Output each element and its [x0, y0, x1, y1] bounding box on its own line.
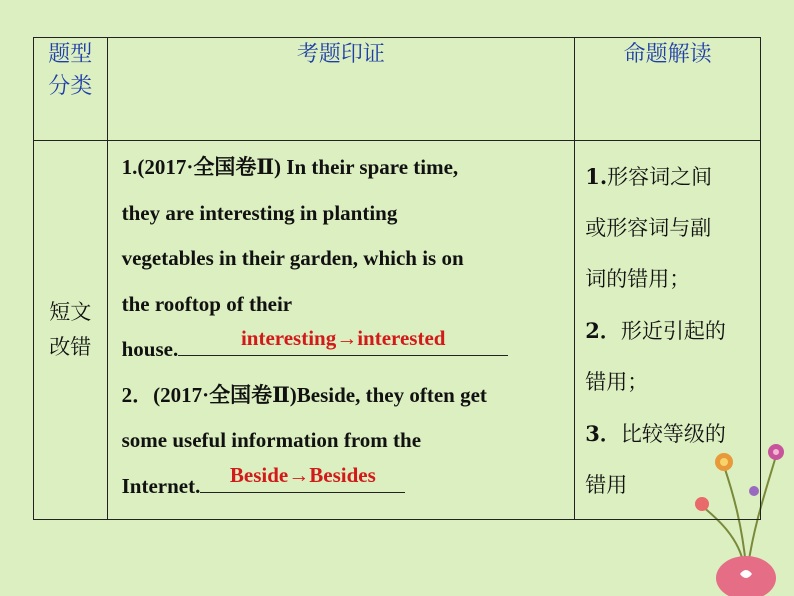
evidence-line: the rooftop of their — [121, 291, 293, 316]
interp-text: 形近引起的 — [620, 319, 726, 343]
evidence-line — [122, 464, 567, 510]
header-type-label-line2: 分类 — [48, 73, 93, 99]
table-row — [34, 141, 761, 520]
error-correction-table — [33, 37, 761, 520]
header-type-cell — [34, 38, 108, 141]
header-evidence-cell — [107, 38, 575, 141]
evidence-line: 2．(2017·全国卷Ⅱ)Beside, they often get — [121, 382, 487, 407]
interp-num: 1. — [585, 164, 608, 189]
header-interpretation-label: 命题解读 — [623, 42, 712, 67]
evidence-prefix: house. — [121, 337, 179, 361]
answer-blank — [200, 462, 405, 493]
interp-line — [585, 151, 754, 203]
evidence-line — [122, 327, 567, 373]
answer-blank — [178, 326, 508, 356]
evidence-item-2 — [122, 373, 567, 510]
interp-text: 形容词之间 — [607, 165, 713, 189]
interp-line: 错用； — [585, 370, 649, 394]
evidence-item-1 — [122, 145, 567, 373]
table-header-row — [34, 38, 761, 141]
interp-line — [585, 305, 754, 357]
question-type-line2: 改错 — [49, 335, 92, 359]
evidence-prefix: Internet. — [121, 473, 201, 498]
header-interpretation-cell — [575, 38, 761, 141]
evidence-line: vegetables in their garden, which is on — [121, 246, 464, 270]
evidence-line: some useful information from the — [121, 428, 422, 452]
interp-line: 错用 — [585, 473, 628, 497]
header-type-label-line1: 题型 — [48, 42, 93, 67]
interp-text: 比较等级的 — [620, 422, 726, 446]
header-evidence-label: 考题印证 — [296, 42, 385, 67]
evidence-cell — [107, 141, 575, 520]
interp-num: 2． — [585, 318, 621, 343]
answer-text: Beside→Besides — [229, 462, 376, 487]
evidence-line: they are interesting in planting — [121, 200, 398, 225]
evidence-line: 1.(2017·全国卷Ⅱ) In their spare time, — [121, 155, 459, 179]
interp-line: 词的错用； — [585, 267, 691, 291]
answer-text: interesting→interested — [240, 326, 446, 350]
interp-line — [585, 408, 754, 460]
question-type-line1: 短文 — [49, 300, 92, 325]
question-type-cell — [34, 141, 108, 520]
interpretation-cell — [575, 141, 761, 520]
interp-line: 或形容词与副 — [585, 216, 712, 240]
interp-num: 3． — [585, 421, 621, 446]
